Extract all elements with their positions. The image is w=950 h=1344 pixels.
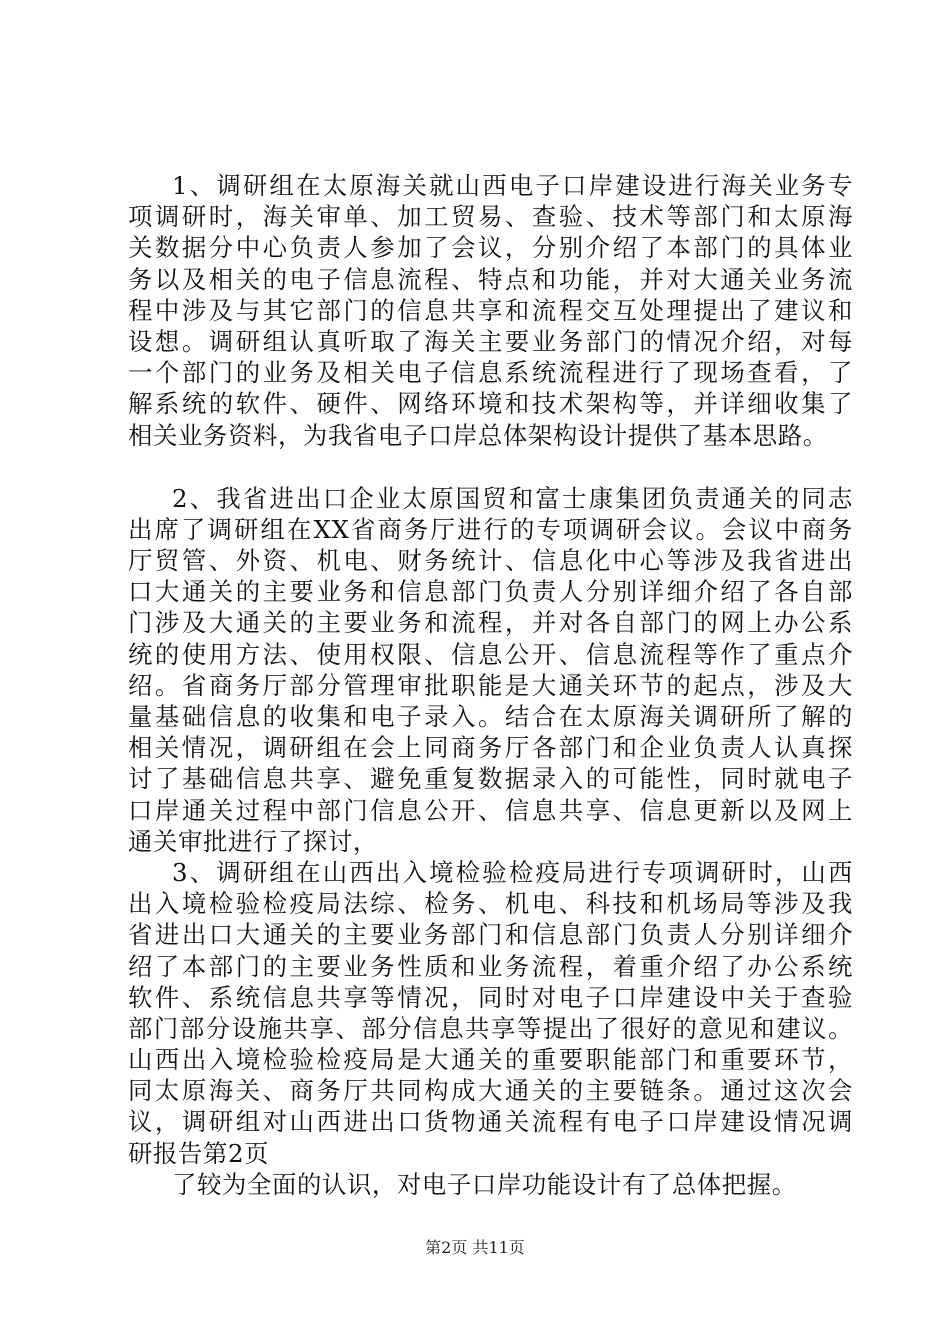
text-line: 关数据分中心负责人参加了会议，分别介绍了本部门的具体业 <box>128 233 853 263</box>
text-line: 绍了本部门的主要业务性质和业务流程，着重介绍了办公系统 <box>128 951 853 981</box>
text-line: 了较为全面的认识，对电子口岸功能设计有了总体把握。 <box>172 1169 797 1199</box>
paragraph-spacer <box>128 451 853 483</box>
text-line: 口岸通关过程中部门信息公开、信息共享、信息更新以及网上 <box>128 795 853 825</box>
text-line: 统的使用方法、使用权限、信息公开、信息流程等作了重点介 <box>128 639 853 669</box>
text-line: 解系统的软件、硬件、网络环境和技术架构等，并详细收集了 <box>128 389 853 419</box>
text-line: 设想。调研组认真听取了海关主要业务部门的情况介绍，对每 <box>128 326 853 356</box>
paragraph-2 <box>128 483 853 857</box>
text-line: 相关情况，调研组在会上同商务厅各部门和企业负责人认真探 <box>128 733 853 763</box>
text-line: 务以及相关的电子信息流程、特点和功能，并对大通关业务流 <box>128 264 853 294</box>
text-line: 项调研时，海关审单、加工贸易、查验、技术等部门和太原海 <box>128 202 853 232</box>
text-line: 软件、系统信息共享等情况，同时对电子口岸建设中关于查验 <box>128 982 853 1012</box>
text-line: 1、调研组在太原海关就山西电子口岸建设进行海关业务专 <box>172 171 853 200</box>
text-line: 绍。省商务厅部分管理审批职能是大通关环节的起点，涉及大 <box>128 670 853 700</box>
document-body <box>128 170 853 1200</box>
text-line: 讨了基础信息共享、避免重复数据录入的可能性，同时就电子 <box>128 764 853 794</box>
paragraph-1 <box>128 170 853 451</box>
text-line: 山西出入境检验检疫局是大通关的重要职能部门和重要环节， <box>128 1045 853 1075</box>
text-line: 口大通关的主要业务和信息部门负责人分别详细介绍了各自部 <box>128 577 853 607</box>
text-line: 同太原海关、商务厅共同构成大通关的主要链条。通过这次会 <box>128 1076 853 1106</box>
paragraph-4 <box>128 1169 853 1200</box>
text-line: 3、调研组在山西出入境检验检疫局进行专项调研时，山西 <box>172 857 853 887</box>
text-line: 通关审批进行了探讨， <box>128 826 378 856</box>
text-line: 门涉及大通关的主要业务和流程，并对各自部门的网上办公系 <box>128 608 853 638</box>
text-line: 程中涉及与其它部门的信息共享和流程交互处理提出了建议和 <box>128 295 853 325</box>
text-line: 量基础信息的收集和电子录入。结合在太原海关调研所了解的 <box>128 702 853 731</box>
text-line: 相关业务资料，为我省电子口岸总体架构设计提供了基本思路。 <box>128 420 828 450</box>
text-line: 研报告第2页 <box>128 1138 270 1168</box>
text-line: 省进出口大通关的主要业务部门和信息部门负责人分别详细介 <box>128 920 853 950</box>
paragraph-3 <box>128 857 853 1169</box>
text-line: 厅贸管、外资、机电、财务统计、信息化中心等涉及我省进出 <box>128 546 853 576</box>
text-line: 部门部分设施共享、部分信息共享等提出了很好的意见和建议。 <box>128 1013 853 1043</box>
text-line: 出入境检验检疫局法综、检务、机电、科技和机场局等涉及我 <box>128 889 853 919</box>
text-line: 出席了调研组在XX省商务厅进行的专项调研会议。会议中商务 <box>128 514 853 544</box>
page-footer: 第2页 共11页 <box>425 1238 525 1257</box>
text-line: 议，调研组对山西进出口货物通关流程有电子口岸建设情况调 <box>128 1107 853 1137</box>
text-line: 一个部门的业务及相关电子信息系统流程进行了现场查看，了 <box>128 358 853 388</box>
text-line: 2、我省进出口企业太原国贸和富士康集团负责通关的同志 <box>172 483 853 513</box>
